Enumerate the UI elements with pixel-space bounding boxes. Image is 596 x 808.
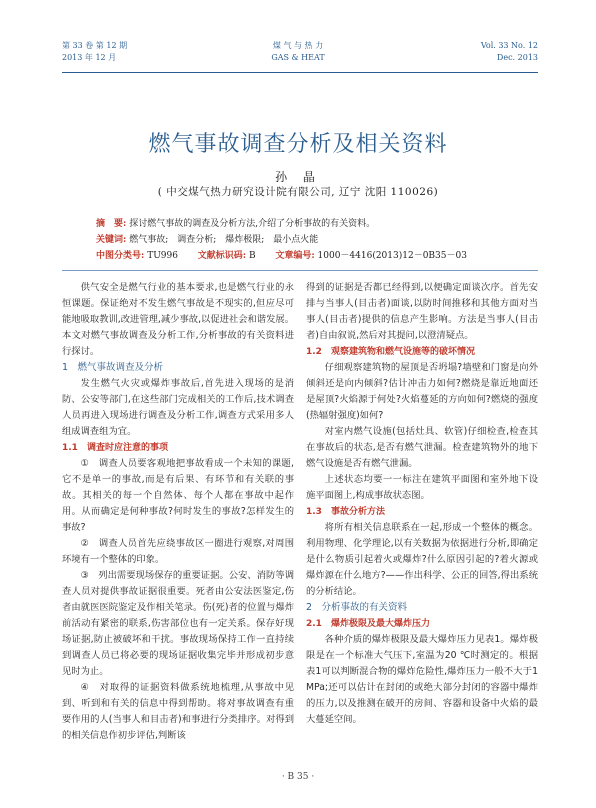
right-column-paragraph: 仔细观察建筑物的屋顶是否坍塌?墙壁和门窗是向外倾斜还是向内倾斜?估计冲击力如何?燃烧是靠近地面还是屋顶?火焰源于何处?火焰蔓延的方向如何?燃烧的强度(热辐射强度)如何?: [306, 362, 538, 421]
keywords-text: 燃气事故; 调查分析; 爆炸极限; 最小点火能: [129, 235, 319, 245]
right-column-paragraph: 将所有相关信息联系在一起,形成一个整体的概念。利用物理、化学理论,以有关数据为依据进行分析,即确定是什么物质引起着火或爆炸?什么原因引起的?着火源或爆炸源在什么地方?——作出科学、公正的回答,得出系统的分析结论。: [306, 522, 538, 597]
left-column-heading: 1 燃气事故调查及分析: [62, 362, 164, 373]
article-number-label: 文章编号:: [275, 251, 315, 261]
journal-volume-info-en: [481, 40, 538, 64]
header-divider: [62, 72, 538, 73]
doc-code-label: 文献标识码:: [197, 251, 247, 261]
keywords-label: 关键词:: [96, 235, 127, 245]
left-column-paragraph: ④ 对取得的证据资料做系统地梳理,从事故中见到、听到和有关的信息中得到帮助。将对事故调查有重要作用的人(当事人和目击者)和事进行分类排序。对得到的相关信息作初步评估,判断该: [62, 682, 294, 741]
right-column-heading: 2 分析事故的有关资料: [306, 602, 408, 613]
abstract: [96, 218, 526, 231]
classification-info: [96, 250, 526, 263]
right-column-heading: 1.2 观察建筑物和燃气设施等的破坏情况: [306, 347, 475, 357]
right-column-paragraph: 得到的证据是否都已经得到,以便确定面谈次序。首先安排与当事人(目击者)面谈,以防时间推移和其他方面对当事人(目击者)提供的信息产生影响。方法是当事人(目击者)自由叙说,然后对其提问,以澄清疑点。: [306, 282, 538, 341]
left-column-paragraph: ② 调查人员首先应绕事故区一圈进行观察,对周围环境有一个整体的印象。: [62, 538, 294, 565]
clc-label: 中图分类号:: [96, 251, 145, 261]
paper-title: 燃气事故调查分析及相关资料: [148, 132, 448, 157]
abstract-label: 摘 要:: [96, 219, 127, 229]
page-number: · B 35 ·: [281, 772, 315, 782]
left-column-paragraph: ① 调查人员要客观地把事故看成一个未知的课题,它不是单一的事故,而是有后果、有环节和有关联的事故。其相关的每一个自然体、每个人都在事故中起作用。从而确定是何种事故?何时发生的事故?怎样发生的事故?: [62, 458, 294, 533]
issue-date-en: Dec. 2013: [496, 53, 538, 62]
right-column-paragraph: 对室内燃气设施(包括灶具、软管)仔细检查,检查其在事故后的状态,是否有燃气泄漏。检查建筑物外的地下燃气设施是否有燃气泄漏。: [306, 426, 538, 469]
meta-divider: [62, 270, 538, 271]
right-column: [306, 280, 538, 728]
left-column-heading: 1.1 调查时应注意的事项: [62, 443, 168, 453]
right-column-heading: 2.1 爆炸极限及最大爆炸压力: [306, 619, 430, 629]
left-column: [62, 280, 294, 744]
author-name: 孙 晶: [275, 170, 321, 184]
doc-code: B: [248, 251, 256, 261]
right-column-paragraph: 各种介质的爆炸极限及最大爆炸压力见表1。爆炸极限是在一个标准大气压下,室温为20 ℃时测定的。根据表1可以判断混合物的爆炸危险性,爆炸压力一般不大于1 MPa;还可以估计在封闭的或绝大部分封闭的容器中爆炸的压力,以及推测在破开的房间、容器和设备中火焰的最大蔓延空间。: [306, 634, 538, 725]
article-number: 1000－4416(2013)12－0B35－03: [317, 251, 467, 261]
issue-date: 2013 年 12 月: [62, 53, 117, 62]
journal-name-en: GAS & HEAT: [271, 53, 325, 62]
volume-issue: 第 33 卷 第 12 期: [62, 41, 128, 50]
volume-issue-en: Vol. 33 No. 12: [480, 41, 538, 50]
right-column-paragraph: 上述状态均要一一标注在建筑平面图和室外地下设施平面图上,构成事故状态图。: [306, 474, 538, 501]
journal-name-cn: 煤 气 与 热 力: [272, 41, 324, 50]
left-column-paragraph: 供气安全是燃气行业的基本要求,也是燃气行业的永恒课题。保证绝对不发生燃气事故是不现实的,但应尽可能地吸取教训,改进管理,减少事故,以促进社会和谐发展。本文对燃气事故调查及分析工作,分析事故的有关资料进行探讨。: [62, 282, 294, 357]
right-column-heading: 1.3 事故分析方法: [306, 507, 385, 517]
left-column-paragraph: ③ 列出需要现场保存的重要证据。公安、消防等调查人员对提供事故证据很重要。死者由公安法医鉴定,伤者由就医医院鉴定及作相关笔录。伤(死)者的位置与爆炸前活动有紧密的联系,伤害部位也有一定关系。保存好现场证据,防止被破坏和干扰。事故现场保持工作一直持续到调查人员已将必要的现场证据收集完毕并形成初步意见时为止。: [62, 570, 294, 677]
author-affiliation: ( 中交煤气热力研究设计院有限公司, 辽宁 沈阳 110026): [157, 186, 439, 198]
clc-number: TU996: [147, 251, 178, 261]
keywords: [96, 234, 526, 247]
abstract-text: 探讨燃气事故的调查及分析方法,介绍了分析事故的有关资料。: [129, 219, 376, 229]
left-column-paragraph: 发生燃气火灾或爆炸事故后,首先进入现场的是消防、公安等部门,在这些部门完成相关的工作后,技术调查人员再进入现场进行调查及分析工作,调查方式采用多人组成调查组为宜。: [62, 378, 294, 437]
